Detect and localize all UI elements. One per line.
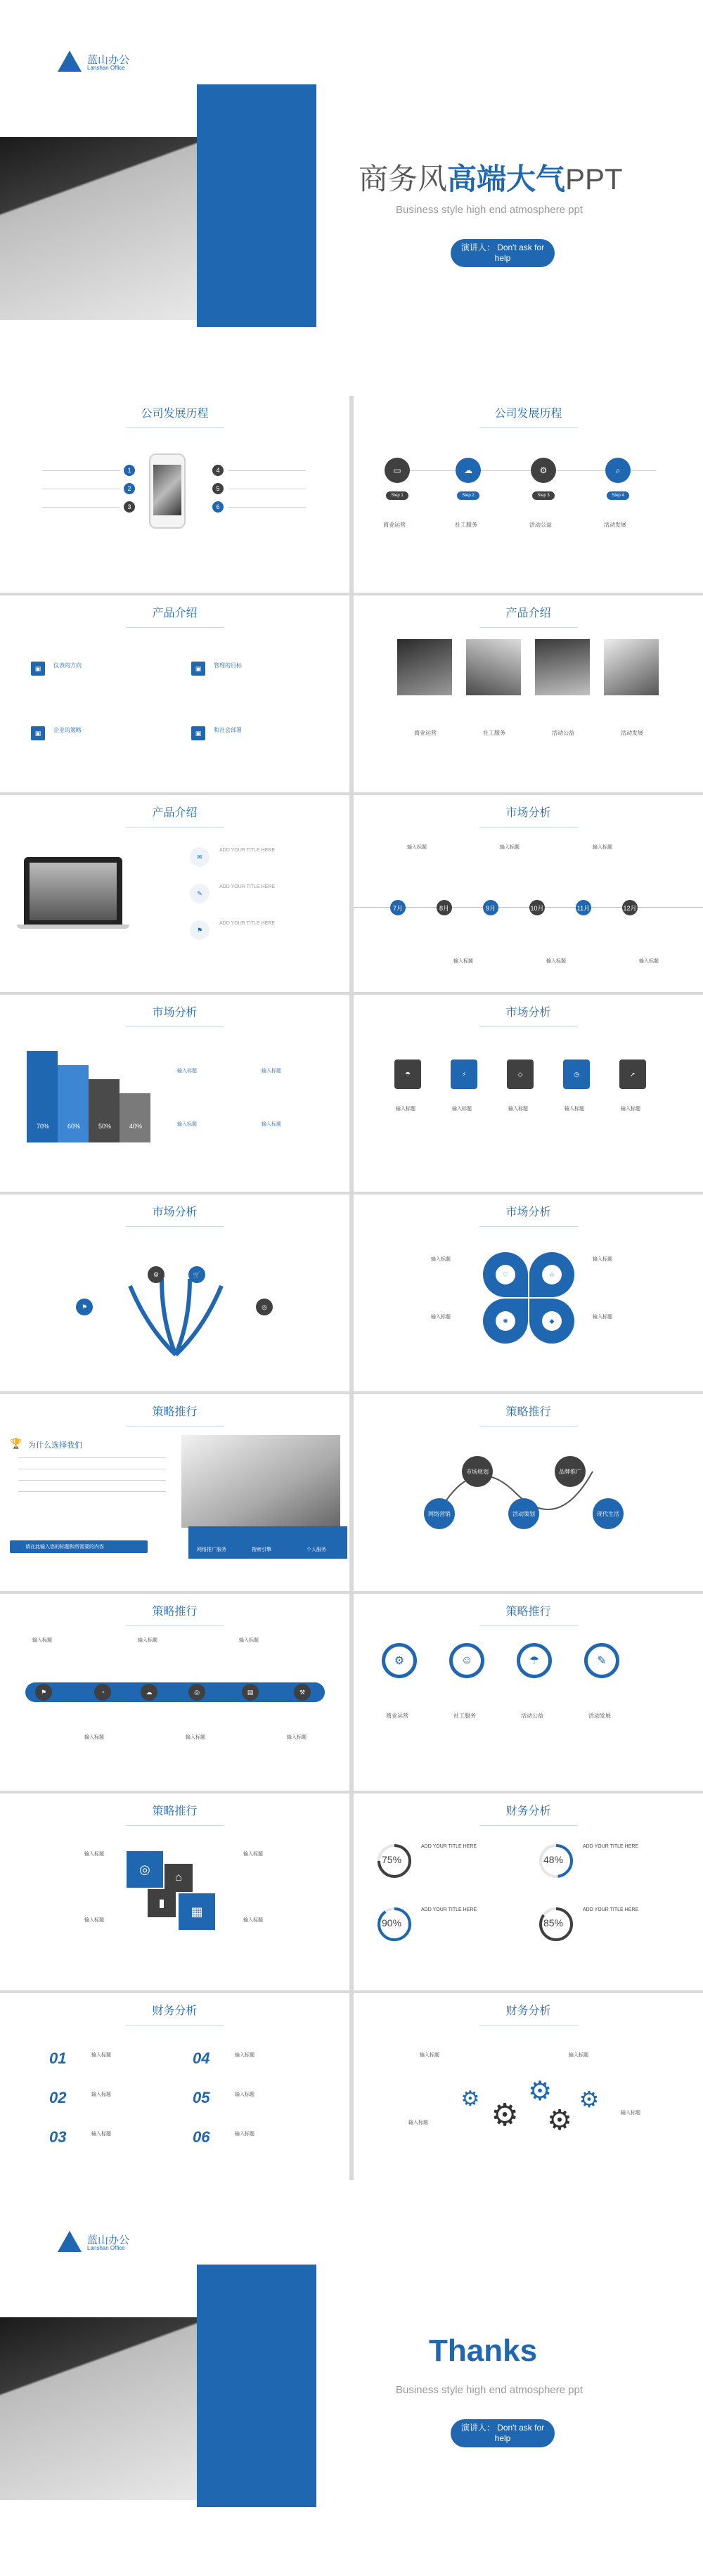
slide-finance-1 — [354, 1793, 703, 1990]
timeline-title-4: 输入标题 — [453, 959, 473, 964]
arrow-bar-2 — [58, 1065, 89, 1142]
month-dot-2: 8月 — [437, 900, 452, 915]
num-title-4: 输入标题 — [235, 2053, 254, 2058]
num-6: 06 — [193, 2128, 210, 2146]
grid-icon: ▦ — [179, 1893, 215, 1930]
product-label-3: 活动公益 — [552, 730, 574, 736]
pin-1: ⚙ — [382, 1643, 417, 1678]
donut-heading-4: ADD YOUR TITLE HERE — [583, 1907, 639, 1912]
building-photo-4 — [604, 639, 659, 695]
list-item-2: ADD YOUR TITLE HERE — [219, 884, 276, 889]
ribbon-title-2: 输入标题 — [138, 1638, 157, 1643]
clock-icon: ◷ — [563, 1060, 590, 1089]
slide-title: 公司发展历程 — [354, 404, 703, 428]
footer-bar — [10, 1540, 148, 1553]
text-line — [18, 1480, 166, 1481]
quad-title-1: 输入标题 — [84, 1852, 104, 1857]
month-dot-1: 7月 — [390, 900, 406, 915]
logo-sub: Lanshan Office — [87, 65, 125, 71]
target-icon: ◎ — [127, 1851, 163, 1888]
slide-title: 市场分析 — [0, 1003, 349, 1027]
slide-market-1 — [354, 795, 703, 992]
history-dot-5: 5 — [212, 483, 224, 494]
pin-label-3: 活动公益 — [521, 1713, 543, 1719]
text-line — [18, 1491, 166, 1492]
step-badge-1: Step 1 — [386, 491, 408, 500]
market-icon-2: ⚙ — [148, 1266, 165, 1283]
feature-icon-2: ▣ — [191, 662, 205, 676]
step-label-4: 活动发展 — [604, 522, 626, 528]
petal-title-1: 输入标题 — [431, 1257, 451, 1262]
ribbon-icon-4: ◎ — [188, 1684, 205, 1701]
step-label-3: 活动公益 — [529, 522, 552, 528]
step-icon-3: ⚙ — [531, 458, 556, 483]
history-dot-4: 4 — [212, 465, 224, 476]
thanks-presenter-button[interactable] — [451, 2419, 555, 2447]
ribbon-icon-6: ⚒ — [294, 1684, 311, 1701]
phone-screen — [153, 465, 181, 515]
gear-icon: ⚙ — [547, 2105, 572, 2136]
divider — [42, 507, 120, 508]
icon-title-3: 输入标题 — [508, 1107, 528, 1112]
month-dot-5: 11月 — [576, 900, 591, 915]
cover-title — [359, 156, 623, 198]
slide-title: 财务分析 — [0, 2002, 349, 2026]
step-icon-4: ⌕ — [605, 458, 631, 483]
month-dot-3: 9月 — [483, 900, 498, 915]
num-title-1: 输入标题 — [91, 2053, 111, 2058]
num-title-6: 输入标题 — [235, 2132, 254, 2137]
umbrella-icon: ☂ — [394, 1060, 421, 1089]
product-label-2: 社工服务 — [483, 730, 505, 736]
pin-3: ☂ — [517, 1643, 552, 1678]
icon-title-2: 输入标题 — [452, 1107, 472, 1112]
petal-title-3: 输入标题 — [431, 1315, 451, 1320]
petal-title-2: 输入标题 — [593, 1257, 612, 1262]
divider — [228, 470, 306, 471]
ribbon-title-3: 输入标题 — [239, 1638, 259, 1643]
strategy-node-2: 市场规划 — [462, 1456, 493, 1487]
feature-label-4: 和社会部署 — [214, 727, 242, 733]
ribbon-title-6: 输入标题 — [287, 1735, 307, 1740]
strategy-node-3: 活动策划 — [508, 1498, 539, 1529]
strategy-node-4: 品牌推广 — [555, 1456, 586, 1487]
bar-pct-4: 40% — [129, 1123, 143, 1130]
bar-pct-1: 70% — [37, 1123, 50, 1130]
month-dot-4: 10月 — [529, 900, 545, 915]
gear-title-3: 输入标题 — [408, 2120, 428, 2125]
product-label-4: 活动发展 — [621, 730, 643, 736]
num-1: 01 — [49, 2049, 67, 2067]
donut-heading-2: ADD YOUR TITLE HERE — [583, 1844, 639, 1849]
quad-title-3: 输入标题 — [84, 1918, 104, 1923]
phone-image — [149, 453, 186, 529]
num-2: 02 — [49, 2089, 67, 2106]
bar-pct-3: 50% — [98, 1123, 112, 1130]
pin-label-4: 活动发展 — [588, 1713, 611, 1719]
arrow-bar-3 — [89, 1079, 120, 1142]
step-icon-2: ☁ — [456, 458, 481, 483]
num-4: 04 — [193, 2049, 210, 2067]
donut-pct-1: 75% — [382, 1854, 402, 1865]
quad-title-4: 输入标题 — [243, 1918, 263, 1923]
step-label-2: 社工服务 — [455, 522, 477, 528]
chart-icon: ▮ — [148, 1889, 176, 1917]
laptop-base — [17, 925, 129, 929]
slide-title: 市场分析 — [0, 1203, 349, 1227]
slide-title: 市场分析 — [354, 804, 703, 827]
cover-title-a: 商务风 — [359, 162, 448, 195]
presenter-button[interactable] — [451, 239, 555, 267]
service-3: 个人服务 — [307, 1547, 326, 1552]
slide-title: 策略推行 — [0, 1602, 349, 1626]
logo-name: 蓝山办公 — [87, 54, 130, 66]
bolt-icon: ⚡ — [451, 1060, 477, 1089]
step-icon-1: ▭ — [385, 458, 410, 483]
thanks-photo — [0, 2317, 197, 2500]
feature-label-1: 仪表的方向 — [53, 662, 82, 669]
divider — [228, 507, 306, 508]
donut-chart — [354, 1793, 703, 1990]
slide-title: 市场分析 — [354, 1003, 703, 1027]
trophy-icon: 🏆 — [10, 1438, 22, 1449]
slide-history-1 — [0, 396, 349, 593]
gear-title-1: 输入标题 — [420, 2053, 439, 2058]
pin-label-1: 商业运营 — [386, 1713, 408, 1719]
history-dot-6: 6 — [212, 501, 224, 513]
timeline-title-3: 输入标题 — [593, 845, 612, 850]
donut-pct-4: 85% — [543, 1917, 564, 1928]
thanks-title: Thanks — [429, 2333, 538, 2368]
slide-title: 财务分析 — [354, 1802, 703, 1826]
slide-title: 产品介绍 — [354, 604, 703, 628]
pin-2: ☺ — [449, 1643, 484, 1678]
divider — [42, 470, 120, 471]
slide-title: 策略推行 — [354, 1602, 703, 1626]
num-5: 05 — [193, 2089, 210, 2106]
num-title-2: 输入标题 — [91, 2092, 111, 2097]
slide-history-2 — [354, 396, 703, 593]
history-dot-1: 1 — [124, 465, 135, 476]
slide-product-1 — [0, 595, 349, 792]
step-badge-4: Step 4 — [607, 491, 629, 500]
logo-name: 蓝山办公 — [87, 2234, 130, 2246]
arrow-bar-4 — [120, 1093, 150, 1142]
list-item-1: ADD YOUR TITLE HERE — [219, 848, 276, 853]
diamond-icon: ◇ — [507, 1060, 534, 1089]
strategy-node-1: 网络营销 — [424, 1498, 455, 1529]
strategy-node-5: 现代生活 — [593, 1498, 624, 1529]
slide-strategy-1 — [0, 1394, 349, 1591]
cover-title-c: PPT — [565, 162, 623, 195]
ribbon-title-5: 输入标题 — [186, 1735, 205, 1740]
timeline-line — [354, 907, 703, 908]
ribbon-icon-1: ⚑ — [35, 1684, 52, 1701]
step-badge-3: Step 3 — [532, 491, 555, 500]
building-photo-1 — [397, 639, 452, 695]
building-photo-3 — [535, 639, 590, 695]
list-icon-3: ⚑ — [190, 920, 209, 940]
slide-market-3 — [354, 995, 703, 1192]
ribbon-icon-3: ☁ — [141, 1684, 157, 1701]
slide-market-4 — [0, 1194, 349, 1391]
service-2: 搜索引擎 — [252, 1547, 271, 1552]
gem-icon: ◆ — [542, 1311, 562, 1331]
text-line — [18, 1457, 166, 1458]
list-item-3: ADD YOUR TITLE HERE — [219, 921, 276, 926]
slide-market-2 — [0, 995, 349, 1192]
slide-finance-3 — [354, 1993, 703, 2190]
pin-4: ✎ — [584, 1643, 619, 1678]
slide-market-5 — [354, 1194, 703, 1391]
num-title-5: 输入标题 — [235, 2092, 254, 2097]
ribbon-title-4: 输入标题 — [84, 1735, 104, 1740]
feature-label-2: 管理的目标 — [214, 662, 242, 669]
logo-mark-icon — [58, 51, 82, 72]
thanks-slide — [0, 2180, 703, 2576]
slide-strategy-4 — [354, 1594, 703, 1791]
product-label-1: 商业运营 — [414, 730, 437, 736]
gear-title-2: 输入标题 — [569, 2053, 588, 2058]
donut-heading-1: ADD YOUR TITLE HERE — [421, 1844, 477, 1849]
logo-mark-icon — [58, 2231, 82, 2252]
petal-title-4: 输入标题 — [593, 1315, 612, 1320]
presenter-label: 演讲人： Don't ask for help — [460, 2423, 545, 2443]
market-title-3: 输入标题 — [177, 1122, 197, 1127]
slide-strategy-5 — [0, 1793, 349, 1990]
slide-title: 产品介绍 — [0, 604, 349, 628]
heart-icon: ♡ — [496, 1265, 515, 1284]
ribbon-band — [25, 1682, 325, 1702]
slide-strategy-2 — [354, 1394, 703, 1591]
market-title-4: 输入标题 — [262, 1122, 281, 1127]
list-icon-1: ✉ — [190, 847, 209, 867]
num-3: 03 — [49, 2128, 67, 2146]
gear-title-4: 输入标题 — [621, 2111, 640, 2115]
house-icon: ⌂ — [165, 1864, 193, 1892]
slide-title: 产品介绍 — [0, 804, 349, 827]
thanks-blue-block — [197, 2265, 316, 2507]
timeline-title-6: 输入标题 — [639, 959, 659, 964]
timeline-title-1: 输入标题 — [407, 845, 427, 850]
step-badge-2: Step 2 — [457, 491, 479, 500]
slide-finance-2 — [0, 1993, 349, 2190]
service-bar — [188, 1526, 347, 1559]
ribbon-title-1: 输入标题 — [32, 1638, 52, 1643]
donut-pct-2: 48% — [543, 1854, 564, 1865]
quad-title-2: 输入标题 — [243, 1852, 263, 1857]
icon-title-1: 输入标题 — [396, 1107, 415, 1112]
month-dot-6: 12月 — [622, 900, 638, 915]
history-dot-2: 2 — [124, 483, 135, 494]
fountain-graphic — [105, 1272, 246, 1356]
market-icon-4: ◎ — [256, 1299, 273, 1315]
donut-heading-3: ADD YOUR TITLE HERE — [421, 1907, 477, 1912]
icon-title-4: 输入标题 — [565, 1107, 584, 1112]
feature-icon-3: ▣ — [31, 726, 45, 740]
footer-text: 请在此输入您的标题和所需要的内容 — [25, 1545, 104, 1550]
ribbon-icon-5: ▤ — [242, 1684, 259, 1701]
slide-product-3 — [0, 795, 349, 992]
ribbon-icon-2: ◔ — [94, 1684, 111, 1701]
rocket-icon: ➚ — [619, 1060, 646, 1089]
slide-title: 策略推行 — [354, 1403, 703, 1427]
star-icon: ☆ — [542, 1265, 562, 1284]
building-photo-2 — [466, 639, 521, 695]
slide-product-2 — [354, 595, 703, 792]
dashboard-photo — [181, 1435, 340, 1528]
cover-photo — [0, 137, 197, 320]
gear-icon: ⚙ — [579, 2087, 600, 2112]
history-dot-3: 3 — [124, 501, 135, 513]
bar-pct-2: 60% — [67, 1123, 81, 1130]
feature-icon-1: ▣ — [31, 662, 45, 676]
laptop-screen — [30, 863, 117, 920]
feature-label-3: 企业的策略 — [53, 727, 82, 733]
cover-title-b: 高端大气 — [447, 162, 566, 195]
slide-title: 财务分析 — [354, 2002, 703, 2026]
thanks-subtitle: Business style high end atmosphere ppt — [396, 2384, 583, 2396]
bulb-icon: ✺ — [496, 1311, 515, 1331]
market-icon-1: ⚑ — [76, 1299, 93, 1315]
step-label-1: 商业运营 — [383, 522, 406, 528]
logo-sub: Lanshan Office — [87, 2245, 125, 2251]
market-title-2: 输入标题 — [262, 1069, 281, 1074]
cover-blue-block — [197, 84, 316, 327]
slide-title: 市场分析 — [354, 1203, 703, 1227]
gear-icon: ⚙ — [527, 2076, 553, 2106]
laptop-image — [24, 857, 122, 925]
slide-title: 公司发展历程 — [0, 404, 349, 428]
slide-title: 策略推行 — [0, 1802, 349, 1826]
timeline-title-5: 输入标题 — [546, 959, 566, 964]
feature-icon-4: ▣ — [191, 726, 205, 740]
pin-label-2: 社工服务 — [453, 1713, 476, 1719]
slide-strategy-3 — [0, 1594, 349, 1791]
presenter-label: 演讲人： Don't ask for help — [460, 243, 545, 263]
icon-title-5: 输入标题 — [621, 1107, 640, 1112]
donut-pct-3: 90% — [382, 1917, 402, 1928]
gear-icon: ⚙ — [460, 2087, 480, 2111]
market-title-1: 输入标题 — [177, 1069, 197, 1074]
cover-subtitle: Business style high end atmosphere ppt — [396, 204, 583, 216]
why-heading: 为什么选择我们 — [28, 1441, 82, 1450]
service-1: 网络推广服务 — [197, 1547, 226, 1552]
timeline-title-2: 输入标题 — [500, 845, 520, 850]
cover-slide — [0, 0, 703, 396]
gear-icon: ⚙ — [491, 2097, 519, 2132]
num-title-3: 输入标题 — [91, 2132, 111, 2137]
list-icon-2: ✎ — [190, 884, 209, 903]
slide-title: 策略推行 — [0, 1403, 349, 1427]
market-icon-3: 🛒 — [188, 1266, 205, 1283]
